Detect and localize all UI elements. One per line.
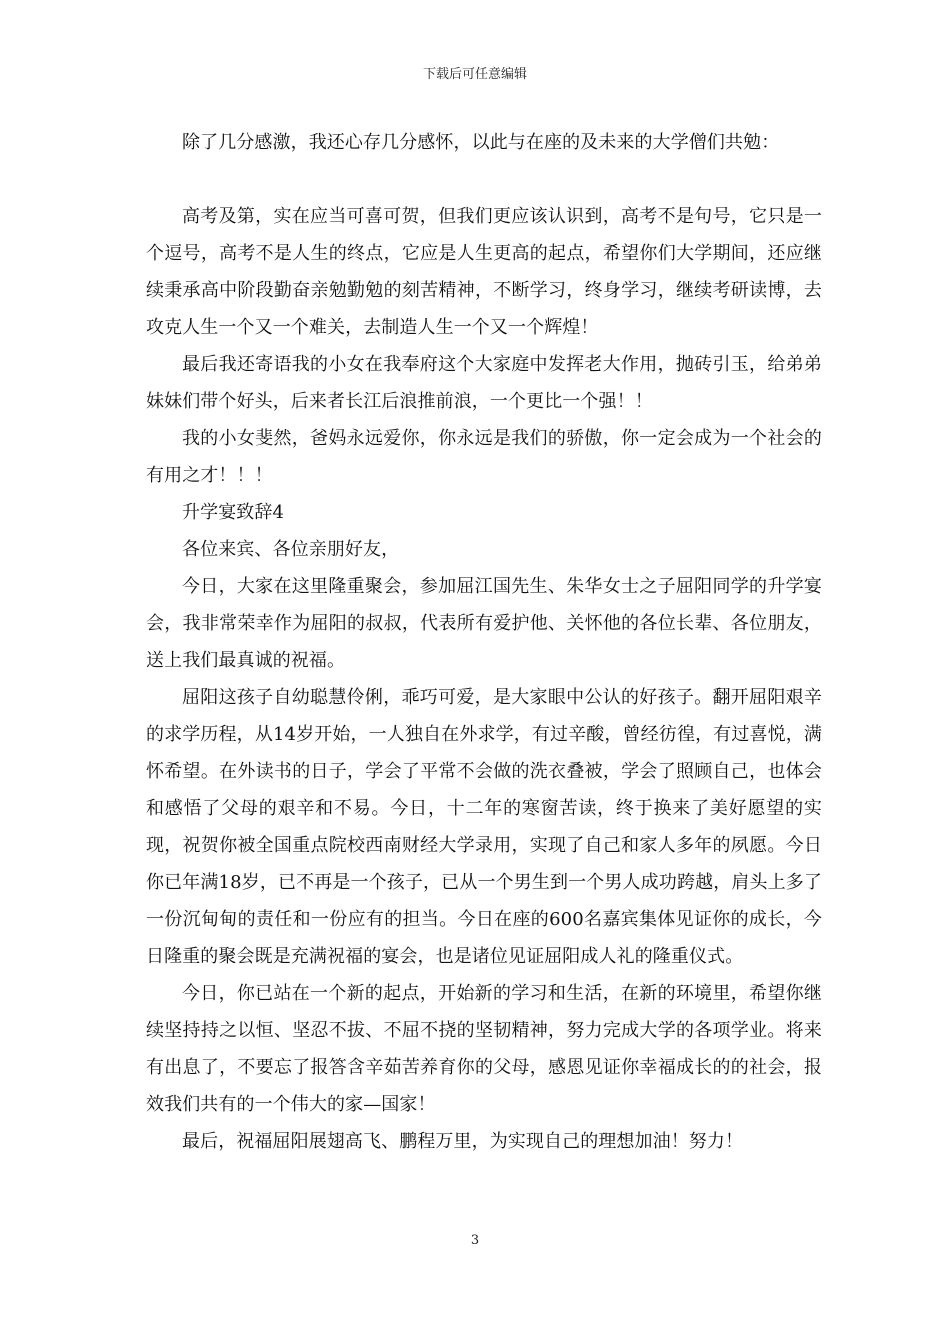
paragraph-opening: 今日，大家在这里隆重聚会，参加屈江国先生、朱华女士之子屈阳同学的升学宴会，我非常荣幸作为屈阳的叔叔，代表所有爱护他、关怀他的各位长辈、各位朋友，送上我们最真诚的祝福。 — [146, 576, 822, 671]
document-body — [146, 124, 822, 1160]
page-header-note: 下载后可任意编辑 — [422, 67, 527, 82]
paragraph-exam: 高考及第，实在应当可喜可贺，但我们更应该认识到，高考不是句号，它只是一个逗号，高考不是人生的终点，它应是人生更高的起点，希望你们大学期间，还应继续秉承高中阶段勤奋亲勉勤勉的刻苦精神，不断学习，终身学习，继续考研读博，去攻克人生一个又一个难关，去制造人生一个又一个辉煌！ — [146, 206, 822, 338]
paragraph-closing-wish: 最后，祝福屈阳展翅高飞、鹏程万里，为实现自己的理想加油！努力！ — [182, 1131, 744, 1152]
section-title-speech-4: 升学宴致辞4 — [182, 502, 285, 523]
paragraph-daughter-love: 我的小女斐然，爸妈永远爱你，你永远是我们的骄傲，你一定会成为一个社会的有用之才！！！ — [146, 428, 822, 486]
paragraph-daughter-role: 最后我还寄语我的小女在我奉府这个大家庭中发挥老大作用，抛砖引玉，给弟弟妹妹们带个好头，后来者长江后浪推前浪，一个更比一个强！！ — [146, 354, 822, 412]
paragraph-greeting: 各位来宾、各位亲朋好友， — [182, 539, 400, 560]
paragraph-new-start: 今日，你已站在一个新的起点，开始新的学习和生活，在新的环境里，希望你继续坚持持之以恒、坚忍不拔、不屈不挠的坚韧精神，努力完成大学的各项学业。将来有出息了，不要忘了报答含辛茹苦养育你的父母，感恩见证你幸福成长的的社会，报效我们共有的一个伟大的家—国家！ — [146, 983, 822, 1115]
page-number: 3 — [470, 1233, 480, 1248]
paragraph-gratitude: 除了几分感激，我还心存几分感怀，以此与在座的及未来的大学僧们共勉： — [182, 132, 780, 153]
paragraph-growth: 屈阳这孩子自幼聪慧伶俐，乖巧可爱，是大家眼中公认的好孩子。翻开屈阳艰辛的求学历程，从14岁开始，一人独自在外求学，有过辛酸，曾经彷徨，有过喜悦，满怀希望。在外读书的日子，学会了平常不会做的洗衣叠被，学会了照顾自己，也体会和感悟了父母的艰辛和不易。今日，十二年的寒窗苦读，终于换来了美好愿望的实现，祝贺你被全国重点院校西南财经大学录用，实现了自己和家人多年的夙愿。今日你已年满18岁，已不再是一个孩子，已从一个男生到一个男人成功跨越，肩头上多了一份沉甸甸的责任和一份应有的担当。今日在座的600名嘉宾集体见证你的成长，今日隆重的聚会既是充满祝福的宴会，也是诸位见证屈阳成人礼的隆重仪式。 — [146, 687, 822, 967]
